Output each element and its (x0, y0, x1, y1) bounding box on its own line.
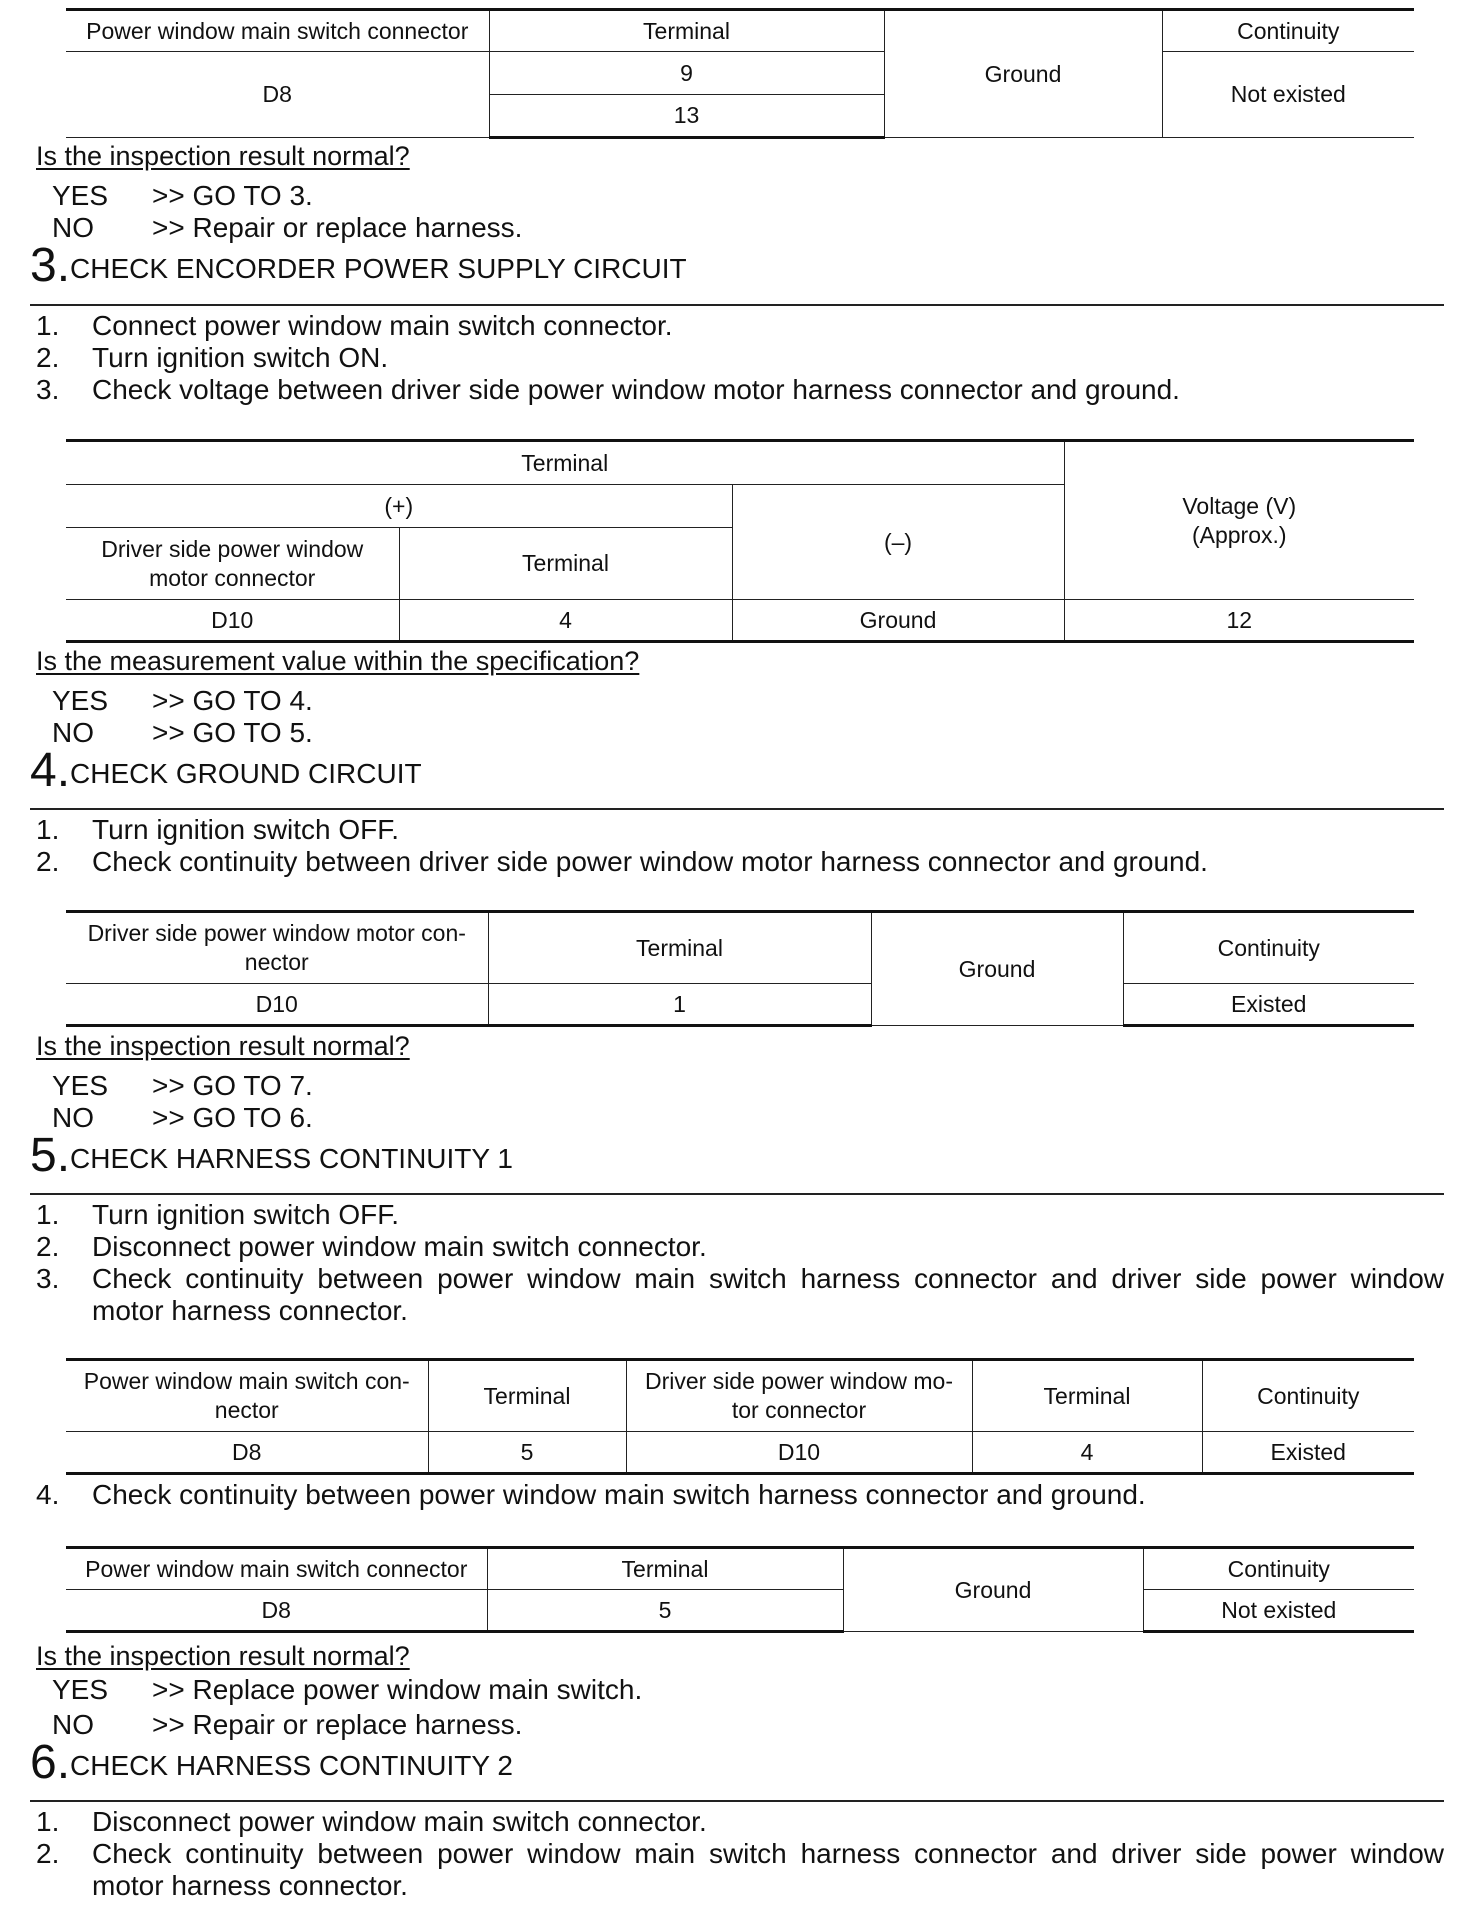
yes-action: >> GO TO 3. (152, 180, 313, 211)
connector-cell: D10 (66, 984, 488, 1026)
yes-label: YES (52, 1070, 109, 1101)
section-divider (30, 1193, 1444, 1195)
connector-cell: D8 (66, 1590, 487, 1632)
approx-label: (Approx.) (1191, 521, 1287, 548)
no-action: >> GO TO 6. (152, 1102, 313, 1133)
continuity-table-d8-d10 (66, 1358, 1414, 1475)
connector-2-cell: D10 (626, 1432, 972, 1474)
no-action: >> GO TO 5. (152, 717, 313, 748)
section-divider (30, 304, 1444, 306)
header-terminal: Terminal (489, 10, 884, 52)
minus-cell: Ground (732, 600, 1064, 642)
continuity-cell: Existed (1123, 984, 1414, 1026)
voltage-cell: 12 (1064, 600, 1414, 642)
header-terminal: Terminal (487, 1548, 843, 1590)
yes-label: YES (52, 180, 109, 211)
step-number: 3. (30, 239, 71, 292)
connector-1-cell: D8 (66, 1432, 428, 1474)
section-divider (30, 1800, 1444, 1802)
continuity-table-d8-ground (66, 1546, 1414, 1633)
voltage-label: Voltage (V) (1182, 492, 1297, 519)
no-label: NO (52, 1709, 94, 1740)
header-terminal-plus: Terminal (399, 528, 732, 600)
no-action: >> Repair or replace harness. (152, 212, 523, 243)
terminal-cell: 13 (489, 95, 884, 138)
voltage-table-d10 (66, 439, 1414, 643)
step-number: 5. (30, 1129, 71, 1182)
yes-label: YES (52, 685, 109, 716)
procedure-list (36, 814, 1444, 878)
header-terminal: Terminal (66, 441, 1064, 485)
step-heading-3 (30, 239, 687, 292)
procedure-item: 1. Turn ignition switch OFF. (36, 814, 400, 845)
ground-cell: Ground (843, 1548, 1143, 1632)
procedure-item: 2. Disconnect power window main switch connector. (36, 1231, 707, 1262)
ground-cell: Ground (884, 10, 1162, 138)
yes-action: >> Replace power window main switch. (152, 1674, 643, 1705)
yes-action: >> GO TO 7. (152, 1070, 313, 1101)
procedure-item: 1. Turn ignition switch OFF. (36, 1199, 400, 1230)
step-title: CHECK GROUND CIRCUIT (70, 758, 422, 789)
connector-cell: D8 (66, 52, 489, 138)
procedure-item: 1. Connect power window main switch connector. (36, 310, 673, 341)
section-divider (30, 808, 1444, 810)
inspection-question: Is the inspection result normal? (36, 1641, 410, 1671)
procedure-item: 2. Check continuity between power window main switch harness connector and driver side power window motor harness connector. (36, 1838, 1444, 1901)
step-heading-6 (30, 1736, 513, 1789)
no-action: >> Repair or replace harness. (152, 1709, 523, 1740)
connector-cell: D10 (66, 600, 399, 642)
procedure-list (36, 1806, 1444, 1902)
continuity-table-d8-terminals-9-13 (66, 8, 1414, 139)
inspection-question: Is the inspection result normal? (36, 1031, 410, 1061)
step-title: CHECK ENCORDER POWER SUPPLY CIRCUIT (70, 253, 687, 284)
header-connector-2: Driver side power window mo-tor connector (626, 1360, 972, 1432)
procedure-item: 4. Check continuity between power window main switch harness connector and ground. (36, 1479, 1146, 1510)
terminal-cell: 5 (487, 1590, 843, 1632)
yes-label: YES (52, 1674, 109, 1705)
procedure-item: 1. Disconnect power window main switch connector. (36, 1806, 707, 1837)
step-title: CHECK HARNESS CONTINUITY 1 (70, 1143, 513, 1174)
header-connector: Driver side power window motor con-nector (66, 912, 488, 984)
step-number: 4. (30, 744, 71, 797)
header-continuity: Continuity (1143, 1548, 1414, 1590)
procedure-item: 3. Check continuity between power window main switch harness connector and driver side power window motor harness connector. (36, 1263, 1444, 1326)
procedure-list (36, 1199, 1444, 1327)
terminal-cell: 9 (489, 52, 884, 95)
header-continuity: Continuity (1123, 912, 1414, 984)
header-minus: (–) (732, 485, 1064, 600)
header-connector: Driver side power window motor connector (66, 528, 399, 600)
header-continuity: Continuity (1162, 10, 1414, 52)
terminal-cell: 1 (488, 984, 871, 1026)
procedure-list (36, 1479, 1444, 1511)
header-terminal: Terminal (488, 912, 871, 984)
header-connector: Power window main switch connector (66, 1548, 487, 1590)
step-title: CHECK HARNESS CONTINUITY 2 (70, 1750, 513, 1781)
terminal-cell: 4 (399, 600, 732, 642)
continuity-cell: Not existed (1162, 52, 1414, 138)
continuity-cell: Existed (1202, 1432, 1414, 1474)
procedure-item: 3. Check voltage between driver side power window motor harness connector and ground. (36, 374, 1180, 405)
procedure-list (36, 310, 1444, 406)
header-connector: Power window main switch connector (66, 10, 489, 52)
header-plus: (+) (66, 485, 732, 528)
header-connector-1: Power window main switch con-nector (66, 1360, 428, 1432)
terminal-1-cell: 5 (428, 1432, 626, 1474)
ground-cell: Ground (871, 912, 1123, 1026)
header-continuity: Continuity (1202, 1360, 1414, 1432)
no-label: NO (52, 212, 94, 243)
no-label: NO (52, 1102, 94, 1133)
continuity-cell: Not existed (1143, 1590, 1414, 1632)
continuity-table-d10-ground (66, 910, 1414, 1027)
inspection-question: Is the inspection result normal? (36, 141, 410, 171)
header-terminal-2: Terminal (972, 1360, 1202, 1432)
measurement-question: Is the measurement value within the specification? (36, 646, 640, 676)
header-terminal-1: Terminal (428, 1360, 626, 1432)
step-heading-5 (30, 1129, 513, 1182)
yes-action: >> GO TO 4. (152, 685, 313, 716)
step-heading-4 (30, 744, 422, 797)
step-number: 6. (30, 1736, 71, 1789)
procedure-item: 2. Check continuity between driver side power window motor harness connector and ground. (36, 846, 1208, 877)
no-label: NO (52, 717, 94, 748)
procedure-item: 2. Turn ignition switch ON. (36, 342, 389, 373)
terminal-2-cell: 4 (972, 1432, 1202, 1474)
header-voltage (1064, 441, 1414, 600)
